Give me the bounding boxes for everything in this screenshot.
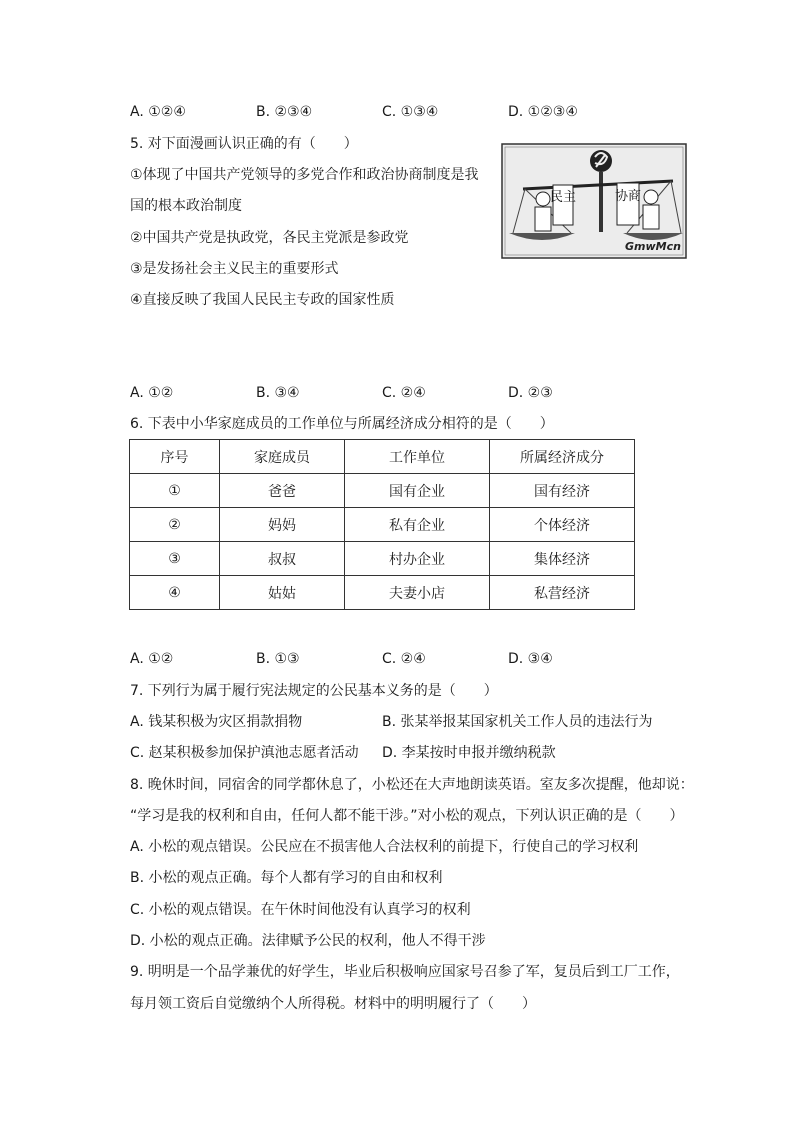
table-header-cell: 所属经济成分 — [490, 440, 635, 474]
q8-option-a[interactable]: A. 小松的观点错误。公民应在不损害他人合法权利的前提下，行使自己的学习权利 — [130, 839, 639, 855]
q8-option-c[interactable]: C. 小松的观点错误。在午休时间他没有认真学习的权利 — [130, 902, 471, 918]
table-row — [130, 542, 635, 576]
q7-option-a[interactable]: A. 钱某积极为灾区捐款捐物 — [130, 714, 303, 730]
q7-option-d[interactable]: D. 李某按时申报并缴纳税款 — [382, 745, 556, 761]
q7-option-b[interactable]: B. 张某举报某国家机关工作人员的违法行为 — [382, 714, 653, 730]
q8-stem-line-2: “学习是我的权利和自由，任何人都不能干涉。”对小松的观点，下列认识正确的是（ ） — [130, 808, 684, 824]
table-cell: 国有企业 — [345, 474, 490, 508]
table-row — [130, 474, 635, 508]
q6-option-c[interactable]: C. ②④ — [382, 651, 426, 667]
q8-stem-line-1: 8. 晚休时间，同宿舍的同学都休息了，小松还在大声地朗读英语。室友多次提醒，他却说： — [130, 777, 694, 793]
q5-statement-2: ②中国共产党是执政党，各民主党派是参政党 — [130, 230, 409, 246]
table-cell: 私营经济 — [490, 576, 635, 610]
q6-option-b[interactable]: B. ①③ — [256, 651, 300, 667]
q7-stem: 7. 下列行为属于履行宪法规定的公民基本义务的是（ ） — [130, 683, 498, 699]
table-header-row — [130, 440, 635, 474]
table-cell: ③ — [130, 542, 220, 576]
q5-statement-4: ④直接反映了我国人民民主专政的国家性质 — [130, 292, 395, 308]
q4-option-d[interactable]: D. ①②③④ — [508, 104, 578, 120]
table-header-cell: 家庭成员 — [220, 440, 345, 474]
table-cell: 村办企业 — [345, 542, 490, 576]
table-cell: 集体经济 — [490, 542, 635, 576]
q8-option-d[interactable]: D. 小松的观点正确。法律赋予公民的权利，他人不得干涉 — [130, 933, 486, 949]
table-cell: 夫妻小店 — [345, 576, 490, 610]
q4-option-b[interactable]: B. ②③④ — [256, 104, 313, 120]
q4-option-a[interactable]: A. ①②④ — [130, 104, 186, 120]
q5-statement-3: ③是发扬社会主义民主的重要形式 — [130, 261, 339, 277]
table-cell: 个体经济 — [490, 508, 635, 542]
cartoon-left-label: 民主 — [549, 190, 577, 205]
balance-pole — [599, 172, 603, 232]
q6-stem: 6. 下表中小华家庭成员的工作单位与所属经济成分相符的是（ ） — [130, 416, 554, 432]
q5-option-d[interactable]: D. ②③ — [508, 385, 553, 401]
q6-option-d[interactable]: D. ③④ — [508, 651, 553, 667]
table-cell: ④ — [130, 576, 220, 610]
q5-option-c[interactable]: C. ②④ — [382, 385, 426, 401]
q5-statement-1-cont: 国的根本政治制度 — [130, 198, 242, 214]
table-cell: 妈妈 — [220, 508, 345, 542]
q4-option-c[interactable]: C. ①③④ — [382, 104, 439, 120]
q8-option-b[interactable]: B. 小松的观点正确。每个人都有学习的自由和权利 — [130, 870, 443, 886]
q5-cartoon-image — [501, 143, 687, 259]
table-row — [130, 508, 635, 542]
table-cell: ① — [130, 474, 220, 508]
table-cell: 姑姑 — [220, 576, 345, 610]
q5-statement-1: ①体现了中国共产党领导的多党合作和政治协商制度是我 — [130, 167, 479, 183]
q5-stem: 5. 对下面漫画认识正确的有（ ） — [130, 136, 358, 152]
table-cell: ② — [130, 508, 220, 542]
q5-option-a[interactable]: A. ①② — [130, 385, 174, 401]
table-cell: 叔叔 — [220, 542, 345, 576]
q9-stem-line-2: 每月领工资后自觉缴纳个人所得税。材料中的明明履行了（ ） — [130, 996, 536, 1012]
table-row — [130, 576, 635, 610]
cartoon-watermark: GmwMcn — [625, 240, 681, 253]
cartoon-right-label: 协商 — [614, 189, 642, 204]
table-header-cell: 序号 — [130, 440, 220, 474]
table-header-cell: 工作单位 — [345, 440, 490, 474]
table-cell: 私有企业 — [345, 508, 490, 542]
q6-option-a[interactable]: A. ①② — [130, 651, 174, 667]
table-cell: 爸爸 — [220, 474, 345, 508]
q6-table — [129, 439, 635, 610]
q9-stem-line-1: 9. 明明是一个品学兼优的好学生，毕业后积极响应国家号召参了军，复员后到工厂工作， — [130, 964, 680, 980]
q5-option-b[interactable]: B. ③④ — [256, 385, 300, 401]
table-cell: 国有经济 — [490, 474, 635, 508]
q7-option-c[interactable]: C. 赵某积极参加保护滇池志愿者活动 — [130, 745, 359, 761]
